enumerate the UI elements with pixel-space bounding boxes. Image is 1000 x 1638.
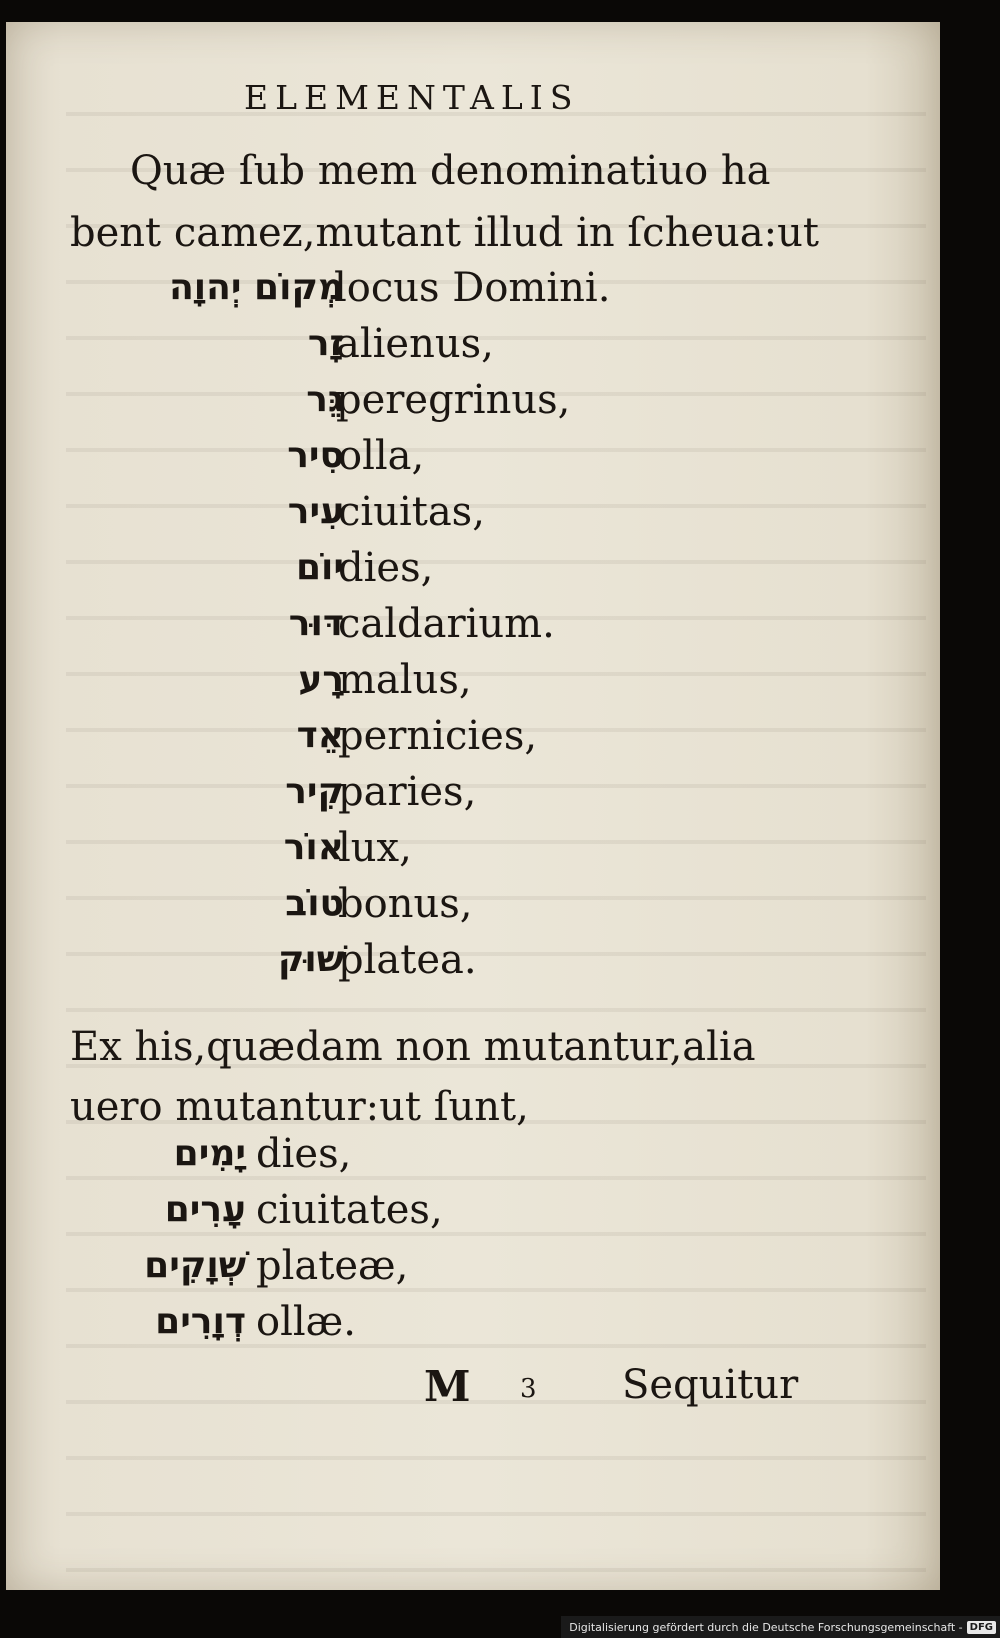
latin-plural-gloss: ollæ. [256, 1299, 356, 1345]
latin-gloss: pernicies, [338, 713, 538, 759]
digitization-credit [561, 1616, 1000, 1638]
latin-gloss: alienus, [336, 321, 494, 367]
latin-gloss: olla, [338, 433, 425, 479]
latin-gloss: malus, [338, 657, 472, 703]
plural-entry [66, 1296, 666, 1352]
latin-plural-gloss: plateæ, [256, 1243, 409, 1289]
hebrew-word: מְקוֹם יְהוָה [169, 267, 344, 308]
hebrew-word: שׁוּק [277, 939, 344, 980]
plural-entry [66, 1184, 666, 1240]
para2-line-1: Ex his,quædam non mutantur,alia [70, 1024, 756, 1070]
vocab-entry [66, 374, 786, 430]
dfg-logo: DFG [967, 1621, 996, 1634]
catchword: Sequitur [622, 1362, 799, 1408]
running-head: ELEMENTALIS [244, 78, 580, 117]
vocab-entry [66, 934, 786, 990]
hebrew-plural: דְוָרִים [155, 1301, 246, 1342]
latin-plural-gloss: ciuitates, [256, 1187, 443, 1233]
hebrew-word: רָע [298, 659, 344, 700]
vocab-entry [66, 318, 786, 374]
hebrew-word: טוֹב [285, 883, 344, 924]
latin-plural-gloss: dies, [256, 1131, 352, 1177]
vocab-entry [66, 654, 786, 710]
hebrew-word: אוֹר [283, 827, 344, 868]
second-paragraph [70, 1017, 800, 1137]
latin-gloss: ciuitas, [338, 489, 485, 535]
vocab-entry [66, 430, 786, 486]
latin-gloss: locus Domini. [334, 265, 611, 311]
intro-paragraph [70, 140, 819, 264]
latin-gloss: paries, [338, 769, 477, 815]
vocab-entry [66, 262, 786, 318]
plural-entry [66, 1128, 666, 1184]
hebrew-word: עִיר [287, 491, 344, 532]
signature-number: 3 [520, 1374, 537, 1404]
credit-text: Digitalisierung gefördert durch die Deutsche Forschungsgemeinschaft - [569, 1620, 963, 1634]
hebrew-word: סִיר [287, 435, 344, 476]
latin-gloss: dies, [338, 545, 434, 591]
hebrew-word: זָר [307, 323, 344, 364]
hebrew-word: קִיר [285, 771, 344, 812]
hebrew-word: יוֹם [295, 547, 344, 588]
latin-gloss: peregrinus, [336, 377, 571, 423]
latin-gloss: lux, [338, 825, 412, 871]
hebrew-word: דּוּר [288, 603, 344, 644]
latin-gloss: platea. [338, 937, 477, 983]
para2-line-2: uero mutantur:ut ſunt, [70, 1084, 529, 1130]
hebrew-plural: עָרִים [164, 1189, 246, 1230]
vocab-entry [66, 542, 786, 598]
vocab-entry [66, 822, 786, 878]
vocab-entry [66, 598, 786, 654]
vocab-entry [66, 766, 786, 822]
vocab-entry [66, 486, 786, 542]
latin-gloss: bonus, [338, 881, 473, 927]
hebrew-word: אֵד [296, 715, 344, 756]
hebrew-word: גֵּר [306, 379, 344, 420]
intro-line-1: Quæ ſub mem denominatiuo ha [130, 148, 771, 194]
hebrew-plural: יָמִים [173, 1133, 246, 1174]
intro-line-2: bent camez,mutant illud in ſcheua:ut [70, 210, 819, 256]
vocab-entry [66, 878, 786, 934]
latin-gloss: caldarium. [338, 601, 555, 647]
vocab-entry [66, 710, 786, 766]
book-page [6, 22, 940, 1590]
signature-mark: M [424, 1362, 471, 1411]
plural-entry [66, 1240, 666, 1296]
hebrew-plural: שְׁוָקִים [144, 1245, 246, 1286]
